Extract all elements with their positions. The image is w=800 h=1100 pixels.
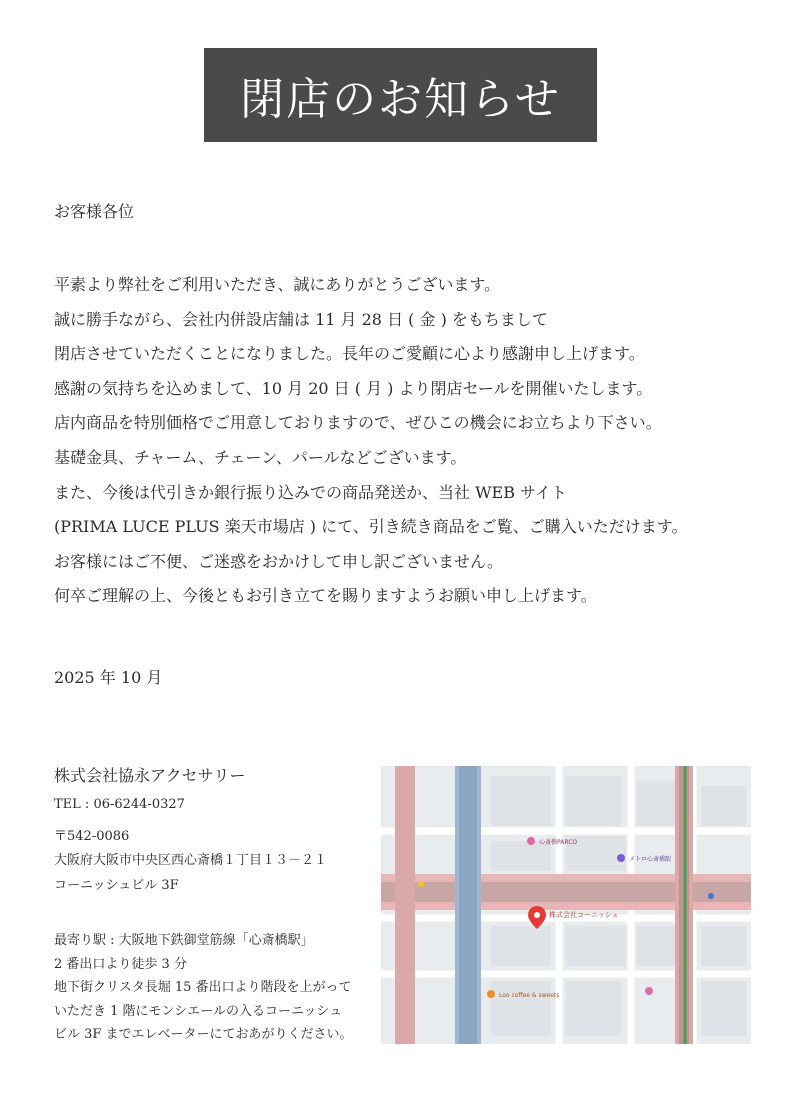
company-building: コーニッシュビル 3F xyxy=(54,878,179,893)
company-tel: TEL : 06-6244-0327 xyxy=(54,797,185,812)
body-line: 基礎金具、チャーム、チェーン、パールなどございます。 xyxy=(54,447,467,467)
map-pin-label: 株式会社コーニッシュ xyxy=(549,911,619,919)
body-line: お客様にはご不便、ご迷惑をおかけして申し訳ございません。 xyxy=(54,551,503,571)
body-line: 感謝の気持ちを込めまして、10 月 20 日 ( 月 ) より閉店セールを開催いたします。 xyxy=(54,378,653,398)
access-line: 2 番出口より徒歩 3 分 xyxy=(54,956,187,972)
map-label: Loo coffee & sweets xyxy=(499,992,560,999)
access-line: 最寄り駅 : 大阪地下鉄御堂筋線「心斎橋駅」 xyxy=(54,933,314,948)
access-line: いただき 1 階にモンシエールの入るコーニッシュ xyxy=(54,1003,343,1019)
map-label: メトロ心斎橋駅 xyxy=(629,856,672,863)
access-line: 地下街クリスタ長堀 15 番出口より階段を上がって xyxy=(54,980,352,996)
body-line: (PRIMA LUCE PLUS 楽天市場店 ) にて、引き続き商品をご覧、ご購入いただけます。 xyxy=(54,517,688,537)
notice-body xyxy=(54,268,774,614)
body-line: 閉店させていただくことになりました。長年のご愛顧に心より感謝申し上げます。 xyxy=(54,344,645,364)
access-line: ビル 3F までエレベーターにておあがりください。 xyxy=(54,1027,353,1043)
company-postal: 〒542-0086 xyxy=(54,829,130,844)
body-line: 店内商品を特別価格でご用意しておりますので、ぜひこの機会にお立ちより下さい。 xyxy=(54,413,662,433)
map-label: 心斎橋PARCO xyxy=(539,839,578,846)
notice-date: 2025 年 10 月 xyxy=(54,668,163,687)
body-line: また、今後は代引きか銀行振り込みでの商品発送か、当社 WEB サイト xyxy=(54,482,567,502)
access-directions xyxy=(54,929,374,1047)
location-map[interactable] xyxy=(381,766,751,1044)
body-line: 誠に勝手ながら、会社内併設店舗は 11 月 28 日 ( 金 ) をもちまして xyxy=(54,309,548,329)
company-address: 大阪府大阪市中央区西心斎橋１丁目１３－２１ xyxy=(54,853,328,868)
page-title: 閉店のお知らせ xyxy=(204,48,597,142)
body-line: 何卒ご理解の上、今後ともお引き立てを賜りますようお願い申し上げます。 xyxy=(54,586,597,606)
company-name: 株式会社協永アクセサリー xyxy=(54,766,246,785)
salutation: お客様各位 xyxy=(54,202,135,221)
body-line: 平素より弊社をご利用いただき、誠にありがとうございます。 xyxy=(54,275,501,294)
